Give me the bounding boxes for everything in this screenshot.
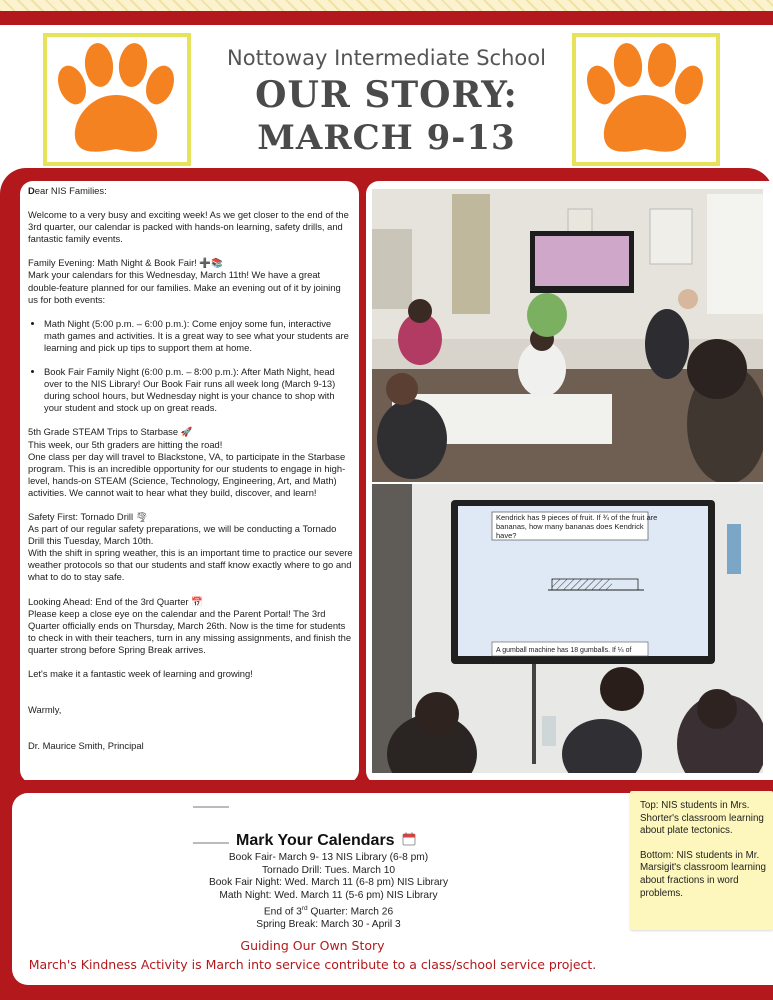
looking-ahead-heading: Looking Ahead: End of the 3rd Quarter 📅	[28, 595, 203, 607]
list-item: • Math Night (5:00 p.m. – 6:00 p.m.): Come enjoy some fun, interactive math games and activities. It is a great way to see what your students are learning and pick up tips to support them at home.	[44, 318, 353, 354]
school-name: Nottoway Intermediate School	[227, 46, 546, 70]
list-item: Book Fair- March 9- 13 NIS Library (6-8 pm)	[228, 852, 429, 863]
paw-print-icon	[576, 37, 716, 162]
calendar-list	[186, 852, 471, 932]
photo-caption	[630, 791, 773, 930]
looking-ahead-body: Please keep a close eye on the calendar and the Parent Portal! The 3rd Quarter officially ends on Thursday, March 26th. Now is the time for students to check in with their teachers, turn in any missing assignments, and finish the quarter strong before Spring Break arrives.	[28, 607, 352, 655]
steam-body-1: This week, our 5th graders are hitting the road!	[28, 438, 223, 450]
screen-problem-bottom: A gumball machine has 18 gumballs. If ¼ of	[496, 647, 632, 654]
screen-problem-line3: have?	[496, 531, 517, 540]
closing-line: Let's make it a fantastic week of learning and growing!	[28, 668, 253, 679]
list-item: • Book Fair Family Night (6:00 p.m. – 8:00 p.m.): After Math Night, head over to the NIS Library! Our Book Fair runs all week long (March 9-13) during school hours, but Wednesday night is your chance to shop with your student and stock up on great reads.	[44, 366, 353, 414]
letter-greeting: Dear NIS Families:	[28, 185, 107, 196]
guiding-slogan: Guiding Our Own Story	[240, 938, 385, 953]
paw-print-icon	[47, 37, 187, 162]
list-item: End of 3rd Quarter: March 26	[263, 904, 394, 918]
paw-logo-left	[43, 33, 191, 166]
list-item: Spring Break: March 30 - April 3	[256, 918, 401, 930]
signature: Dr. Maurice Smith, Principal	[28, 740, 144, 752]
family-evening-list	[28, 366, 353, 414]
top-red-bar	[0, 11, 773, 25]
safety-body-1: As part of our regular safety preparations, we will be conducting a Tornado Drill this Tuesday, March 10th.	[28, 523, 337, 547]
list-item: Book Fair Night: Wed. March 11 (6-8 pm) NIS Library	[208, 877, 449, 889]
screen-problem-line1: Kendrick has 9 pieces of fruit. If ¾ of the fruit are	[496, 513, 658, 522]
kindness-activity: March's Kindness Activity is March into service contribute to a class/school service project.	[28, 957, 597, 972]
calendar-icon	[402, 832, 416, 846]
sign-off: Warmly,	[28, 704, 62, 716]
steam-body-2: One class per day will travel to Blackstone, VA, to participate in the Starbase program. This is an incredible opportunity for our students to engage in high-level, hands-on STEAM (Science, Technology, Engineering, Art, and Math) activities. We cannot wait to hear what they build, discover, and learn!	[28, 450, 346, 498]
caption-bottom: Bottom: NIS students in Mr. Marsigit's classroom learning about fractions in word problems.	[640, 849, 767, 899]
screen-problem-line2: bananas, how many bananas does Kendrick	[496, 522, 644, 531]
calendar-title: Mark Your Calendars	[196, 832, 456, 850]
list-item: Math Night: Wed. March 11 (5-6 pm) NIS Library	[219, 890, 438, 902]
classroom-photo-top	[372, 189, 763, 482]
principal-letter	[20, 181, 359, 783]
family-evening-heading: Family Evening: Math Night & Book Fair! ➕📚	[28, 257, 223, 269]
safety-body-2: With the shift in spring weather, this is an important time to practice our severe weather protocols so that our students and staff know exactly where to go and what to do to stay safe.	[28, 547, 353, 583]
list-item: Tornado Drill: Tues. March 10	[261, 864, 396, 876]
caption-top: Top: NIS students in Mrs. Shorter's classroom learning about plate tectonics.	[640, 800, 764, 837]
classroom-photo-bottom	[372, 484, 763, 773]
page-title-line1: OUR STORY:	[255, 74, 518, 116]
family-evening-list	[28, 318, 353, 354]
letter-intro: Welcome to a very busy and exciting week! As we get closer to the end of the 3rd quarter, our calendar is packed with hands-on learning, safety drills, and fantastic family events.	[28, 209, 349, 245]
family-evening-body: Mark your calendars for this Wednesday, March 11th! We have a great double-feature planned for our families. Make an evening out of it by joining us for both events:	[28, 269, 341, 305]
steam-heading: 5th Grade STEAM Trips to Starbase 🚀	[28, 426, 193, 438]
safety-heading: Safety First: Tornado Drill 🌪	[28, 510, 148, 522]
decorative-mark	[193, 806, 229, 808]
paw-logo-right	[572, 33, 720, 166]
page-title-line2: MARCH 9-13	[257, 118, 516, 158]
